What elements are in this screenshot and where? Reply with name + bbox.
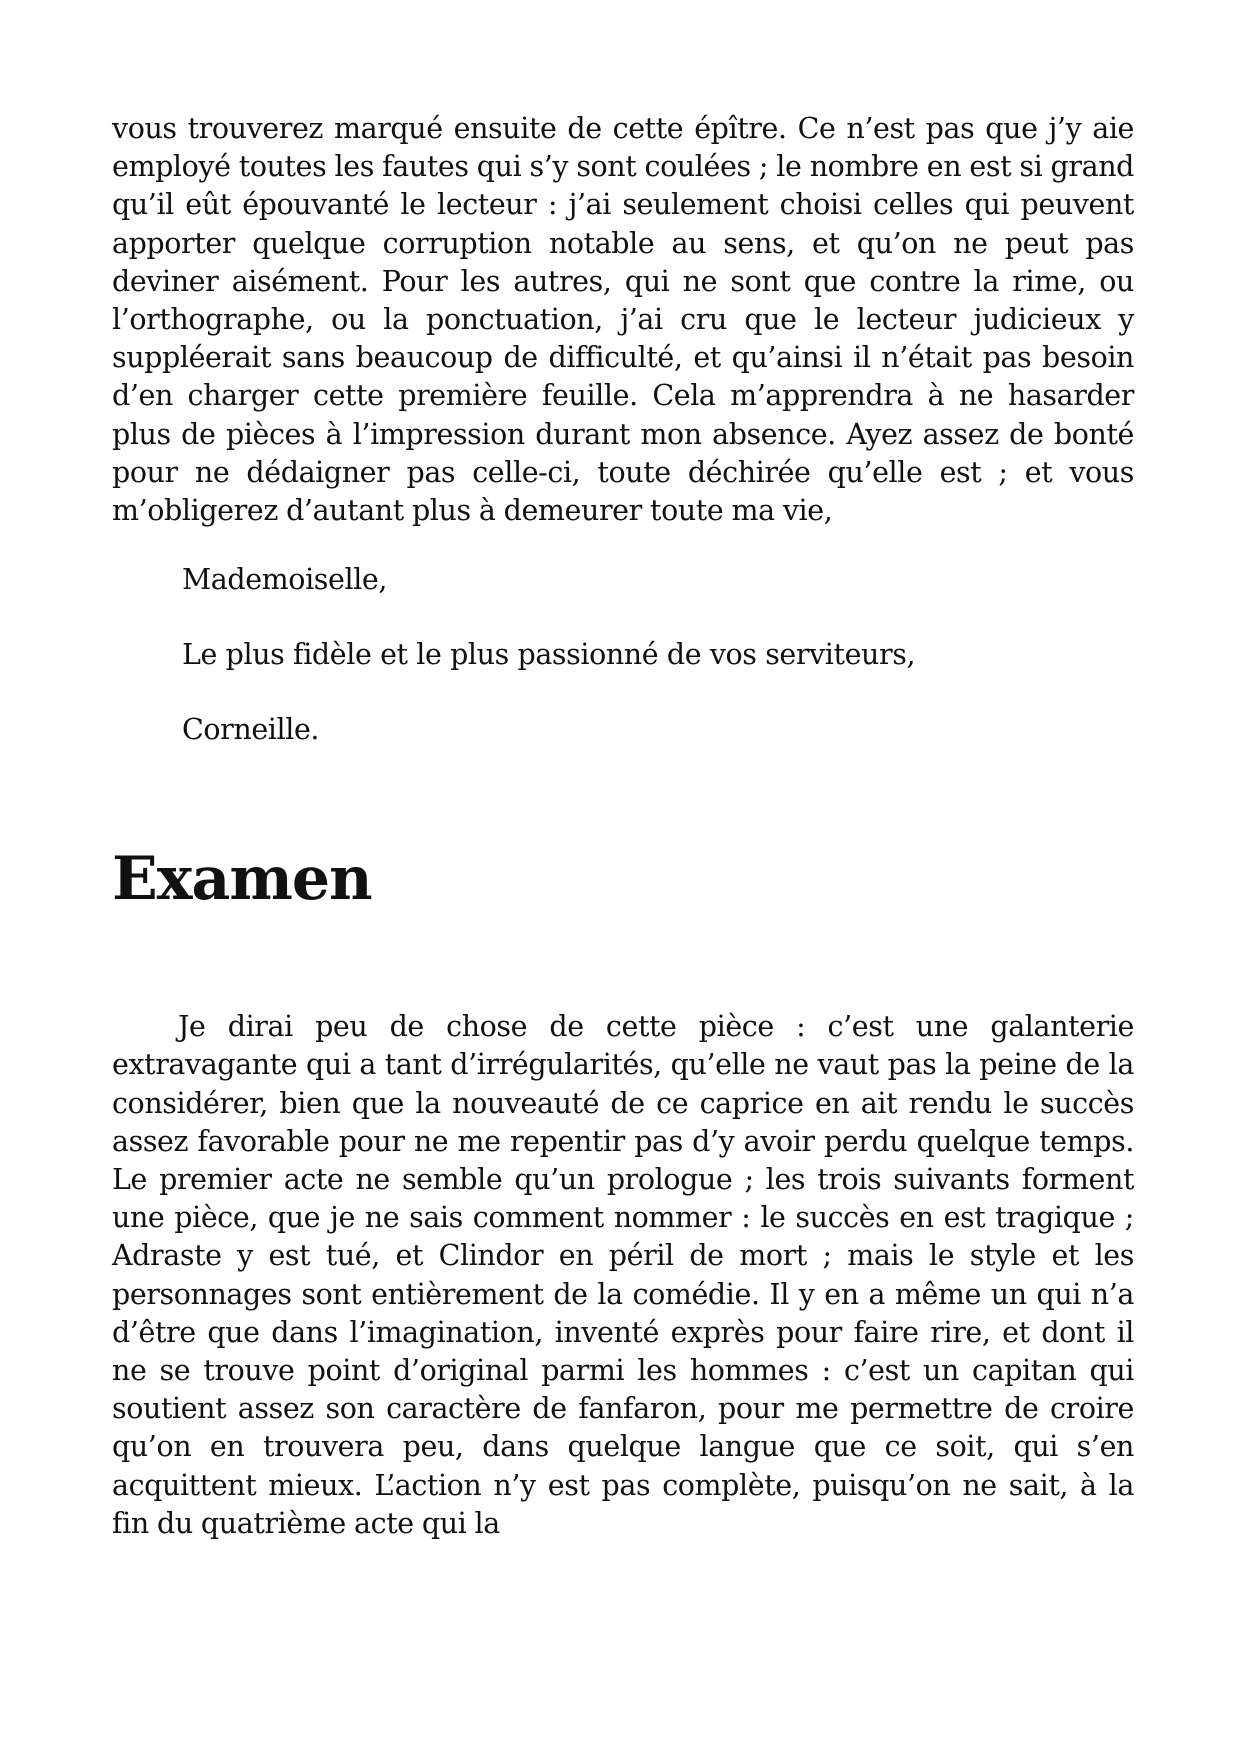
letter-signature: Corneille. xyxy=(182,713,320,747)
letter-closing: Le plus fidèle et le plus passionné de vos serviteurs, xyxy=(182,638,916,672)
examen-body-paragraph: Je dirai peu de chose de cette pièce : c’est une galanterie extravagante qui a tant d’irrégularités, qu’elle ne vaut pas la peine de la considérer, bien que la nouveauté de ce caprice en ait rendu le succès assez favorable pour ne me repentir pas d’y avoir perdu quelque temps. Le premier acte ne semble qu’un prologue ; les trois suivants forment une pièce, que je ne sais comment nommer : le succès en est tragique ; Adraste y est tué, et Clindor en péril de mort ; mais le style et les personnages sont entièrement de la comédie. Il y en a même un qui n’a d’être que dans l’imagination, inventé exprès pour faire rire, et dont il ne se trouve point d’original parmi les hommes : c’est un capitan qui soutient assez son caractère de fanfaron, pour me permettre de croire qu’on en trouvera peu, dans quelque langue que ce soit, qui s’en acquittent mieux. L’action n’y est pas complète, puisqu’on ne sait, à la fin du quatrième acte qui la xyxy=(112,1010,1134,1540)
page-content xyxy=(112,110,1134,1543)
section-heading-examen: Examen xyxy=(112,844,372,915)
letter-salutation: Mademoiselle, xyxy=(182,563,388,597)
letter-body-paragraph: vous trouverez marqué ensuite de cette épître. Ce n’est pas que j’y aie employé toutes les fautes qui s’y sont coulées ; le nombre en est si grand qu’il eût épouvanté le lecteur : j’ai seulement choisi celles qui peuvent apporter quelque corruption notable au sens, et qu’on ne peut pas deviner aisément. Pour les autres, qui ne sont que contre la rime, ou l’orthographe, ou la ponctuation, j’ai cru que le lecteur judicieux y suppléerait sans beaucoup de difficulté, et qu’ainsi il n’était pas besoin d’en charger cette première feuille. Cela m’apprendra à ne hasarder plus de pièces à l’impression durant mon absence. Ayez assez de bonté pour ne dédaigner pas celle-ci, toute déchirée qu’elle est ; et vous m’obligerez d’autant plus à demeurer toute ma vie, xyxy=(112,112,1134,528)
